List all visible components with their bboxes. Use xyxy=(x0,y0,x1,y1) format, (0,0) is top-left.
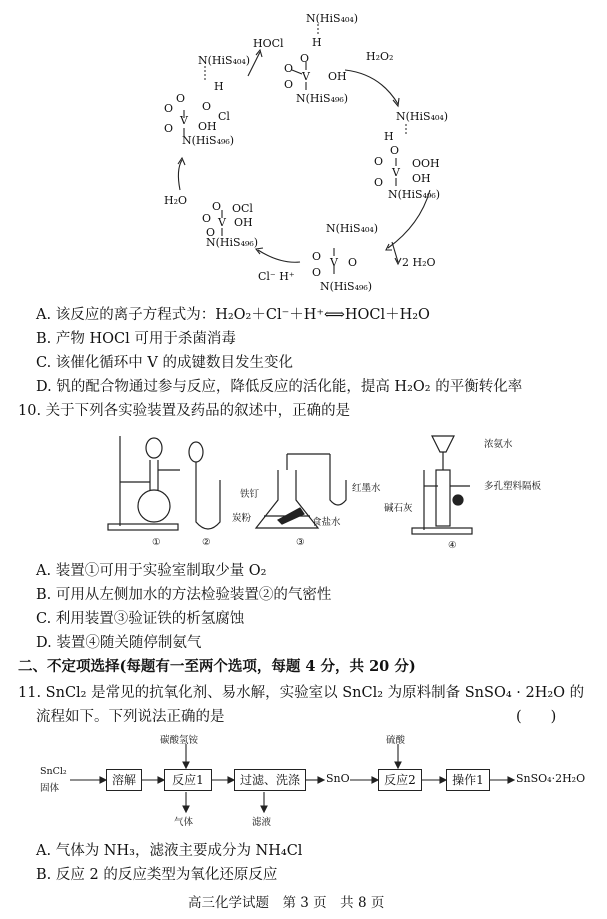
q11-answer-paren: ( ) xyxy=(516,709,557,725)
bottom-complex-o-left: O xyxy=(312,250,322,263)
porous-plate-label: 多孔塑料隔板 xyxy=(484,481,542,492)
ul-complex-his496: N(HiS₄₉₆) xyxy=(182,134,235,147)
q11-stem-line2: 流程如下。下列说法正确的是 xyxy=(36,709,225,725)
left-complex-o-top: O xyxy=(212,200,222,213)
left-complex-oh: OH xyxy=(234,216,253,229)
bottom-complex-o-right: O xyxy=(348,256,358,269)
left-complex-his496: N(HiS₄₉₆) xyxy=(206,236,259,249)
ul-complex-o-top: O xyxy=(176,92,186,105)
flow-reagent2: 硫酸 xyxy=(386,735,406,746)
top-complex-v: V xyxy=(302,70,310,83)
right-complex-his496: N(HiS₄₉₆) xyxy=(388,188,441,201)
figure-1-label: ① xyxy=(152,537,161,548)
left-complex-o-bot: O xyxy=(206,226,216,239)
top-complex-o-left: O xyxy=(284,62,294,75)
ul-complex-cl: Cl xyxy=(218,110,230,123)
top-complex-o-bot: O xyxy=(284,78,294,91)
q11-stem-line1: 11. SnCl₂ 是常见的抗氧化剂、易水解，实验室以 SnCl₂ 为原料制备 SnSO₄ · 2H₂O 的 xyxy=(18,685,585,701)
q9-option-a: A. 该反应的离子方程式为：H₂O₂＋Cl⁻＋H⁺⟺HOCl＋H₂O xyxy=(36,307,430,323)
water-product: 2 H₂O xyxy=(402,256,436,269)
ul-complex-h: H xyxy=(214,80,224,93)
q11-option-a: A. 气体为 NH₃，滤液主要成分为 NH₄Cl xyxy=(36,843,303,859)
left-complex-ocl: OCl xyxy=(232,202,253,215)
cl-h-reagent: Cl⁻ H⁺ xyxy=(258,270,295,283)
top-complex-h: H xyxy=(312,36,322,49)
top-complex-his496: N(HiS₄₉₆) xyxy=(296,92,349,105)
right-complex-o-bot: O xyxy=(374,176,384,189)
q9-option-b: B. 产物 HOCl 可用于杀菌消毒 xyxy=(36,331,236,347)
bottom-complex-his496: N(HiS₄₉₆) xyxy=(320,280,373,293)
q9-option-c: C. 该催化循环中 V 的成键数目发生变化 xyxy=(36,355,293,371)
right-complex-h: H xyxy=(384,130,394,143)
salt-water-label: 食盐水 xyxy=(312,517,341,528)
q10-option-d: D. 装置④随关随停制氨气 xyxy=(36,635,202,651)
ul-complex-o-cl: O xyxy=(202,100,212,113)
flow-box-dissolve: 溶解 xyxy=(106,769,142,791)
bottom-complex-o-bot: O xyxy=(312,266,322,279)
flow-start-line1: SnCl₂ xyxy=(40,766,67,777)
carbon-powder-label: 炭粉 xyxy=(232,513,252,524)
figure-3-label: ③ xyxy=(296,537,305,548)
ul-complex-his404: N(HiS₄₀₄) xyxy=(198,54,251,67)
q9-option-d: D. 钒的配合物通过参与反应，降低反应的活化能，提高 H₂O₂ 的平衡转化率 xyxy=(36,379,523,395)
figure-2-label: ② xyxy=(202,537,211,548)
right-complex-his404: N(HiS₄₀₄) xyxy=(396,110,449,123)
q10-stem: 10. 关于下列各实验装置及药品的叙述中，正确的是 xyxy=(18,403,351,419)
iron-nail-label: 铁钉 xyxy=(240,489,260,500)
h2o-reagent: H₂O xyxy=(164,194,188,207)
ul-complex-o-left: O xyxy=(164,102,174,115)
q10-option-a: A. 装置①可用于实验室制取少量 O₂ xyxy=(36,563,267,579)
quicklime-label: 碱石灰 xyxy=(384,503,413,514)
ul-complex-oh: OH xyxy=(198,120,217,133)
left-complex-v: V xyxy=(218,216,226,229)
ul-complex-o-bot: O xyxy=(164,122,174,135)
right-complex-o-top: O xyxy=(390,144,400,157)
q11-option-b: B. 反应 2 的反应类型为氧化还原反应 xyxy=(36,867,278,883)
flow-gas: 气体 xyxy=(174,817,194,828)
bottom-complex-his404: N(HiS₄₀₄) xyxy=(326,222,379,235)
left-complex-o-left: O xyxy=(202,212,212,225)
figure-4-label: ④ xyxy=(448,540,457,551)
bottom-complex-v: V xyxy=(330,256,338,269)
right-complex-oh: OH xyxy=(412,172,431,185)
conc-ammonia-label: 浓氨水 xyxy=(484,439,513,450)
h2o2-reagent: H₂O₂ xyxy=(366,50,394,63)
ul-complex-v: V xyxy=(180,114,188,127)
flow-box-filter: 过滤、洗涤 xyxy=(234,769,306,791)
page-footer: 高三化学试题 第 3 页 共 8 页 xyxy=(188,895,385,911)
hocl-product: HOCl xyxy=(253,37,284,50)
flow-sno: SnO xyxy=(326,772,350,785)
right-complex-v: V xyxy=(392,166,400,179)
q10-option-b: B. 可用从左侧加水的方法检验装置②的气密性 xyxy=(36,587,332,603)
flow-filtrate: 滤液 xyxy=(252,817,272,828)
flow-box-operation1: 操作1 xyxy=(446,769,490,791)
red-ink-label: 红墨水 xyxy=(352,483,381,494)
section-2-heading: 二、不定项选择(每题有一至两个选项，每题 4 分，共 20 分) xyxy=(18,658,416,675)
flow-box-reaction2: 反应2 xyxy=(378,769,422,791)
flow-start-line2: 固体 xyxy=(40,783,60,794)
flow-product: SnSO₄·2H₂O xyxy=(516,772,586,785)
top-complex-oh: OH xyxy=(328,70,347,83)
top-complex-o-top: O xyxy=(300,52,310,65)
right-complex-o-left: O xyxy=(374,155,384,168)
flow-reagent1: 碳酸氢铵 xyxy=(160,735,199,746)
flow-box-reaction1: 反应1 xyxy=(164,769,212,791)
top-complex-his404: N(HiS₄₀₄) xyxy=(306,12,359,25)
q10-option-c: C. 利用装置③验证铁的析氢腐蚀 xyxy=(36,611,245,627)
right-complex-ooh: OOH xyxy=(412,157,440,170)
